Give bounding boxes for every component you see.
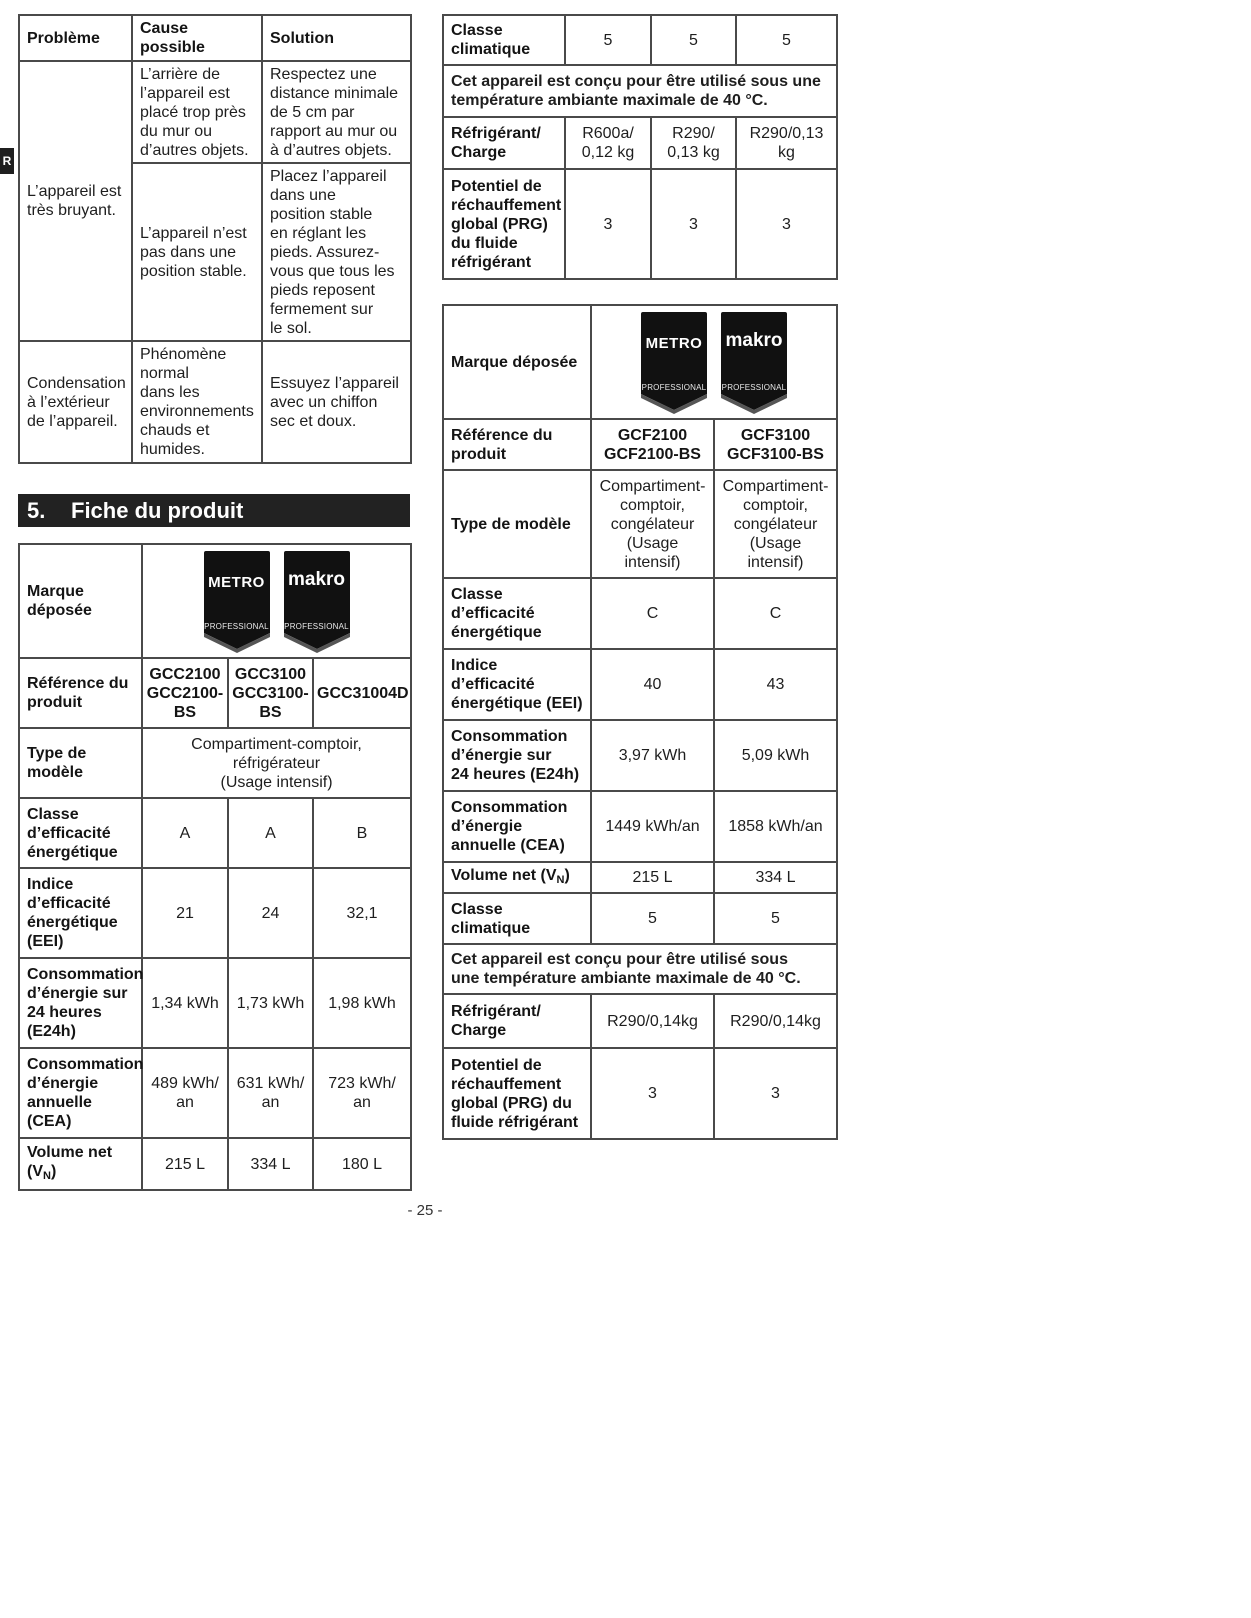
cause-wall-distance: L’arrière de l’appareil est placé trop près du mur ou d’autres objets. [132,61,262,163]
freezer-e24-2: 5,09 kWh [714,720,837,791]
freezer-eei-label: Indice d’efficacité énergétique (EEI) [443,649,591,720]
fridge-volume-1: 215 L [142,1138,228,1190]
freezer-class-2: C [714,578,837,649]
fridge-eei-label: Indice d’efficacité énergétique (EEI) [19,868,142,958]
freezer-refrigerant-label: Réfrigérant/ Charge [443,994,591,1048]
freezer-climate-2: 5 [714,893,837,944]
section-number: 5. [27,498,46,523]
fridge-class-3: B [313,798,411,868]
problem-noise: L’appareil est très bruyant. [19,61,132,341]
header-cause: Cause possible [132,15,262,61]
solution-unstable: Placez l’appareil dans une position stable en réglant les pieds. Assurez- vous que tous les pieds reposent fermement sur le sol. [262,163,411,341]
cause-unstable: L’appareil n’est pas dans une position stable. [132,163,262,341]
freezer-gwp-label: Potentiel de réchauffement global (PRG) du fluide réfrigérant [443,1048,591,1139]
freezer-type-1: Compartiment- comptoir, congélateur (Usage intensif) [591,470,714,578]
fridge-climate-1: 5 [565,15,651,65]
fridge-product-table [18,543,412,1191]
freezer-class-label: Classe d’efficacité énergétique [443,578,591,649]
fridge-class-2: A [228,798,313,868]
fridge-brand-label: Marque déposée [19,544,142,658]
section-title [18,494,410,527]
freezer-climate-label: Classe climatique [443,893,591,944]
solution-condensation: Essuyez l’appareil avec un chiffon sec et doux. [262,341,411,463]
freezer-refrigerant-2: R290/0,14kg [714,994,837,1048]
problem-condensation: Condensation à l’extérieur de l’appareil. [19,341,132,463]
freezer-class-1: C [591,578,714,649]
metro-logo: METRO PROFESSIONAL [202,549,272,653]
fridge-e24-2: 1,73 kWh [228,958,313,1048]
metro-logo: METRO PROFESSIONAL [639,310,709,414]
header-solution: Solution [262,15,411,61]
freezer-cea-1: 1449 kWh/an [591,791,714,862]
fridge-volume-2: 334 L [228,1138,313,1190]
fridge-gwp-label: Potentiel de réchauffement global (PRG) du fluide réfrigérant [443,169,565,279]
freezer-brand-label: Marque déposée [443,305,591,419]
fridge-refrigerant-2: R290/ 0,13 kg [651,117,736,169]
freezer-type-2: Compartiment- comptoir, congélateur (Usage intensif) [714,470,837,578]
fridge-volume-label: Volume net $(V_N)$ [19,1138,142,1190]
freezer-refrigerant-1: R290/0,14kg [591,994,714,1048]
fridge-brand-logos [142,544,411,658]
freezer-eei-2: 43 [714,649,837,720]
fridge-refrigerant-3: R290/0,13 kg [736,117,837,169]
fridge-cea-1: 489 kWh/ an [142,1048,228,1138]
freezer-volume-label: Volume net $(V_N)$ [443,862,591,893]
freezer-gwp-2: 3 [714,1048,837,1139]
makro-logo: makro PROFESSIONAL [282,549,352,653]
fridge-e24-label: Consommation d’énergie sur 24 heures (E24h) [19,958,142,1048]
fridge-ref-3: GCC31004D [313,658,411,728]
fridge-climate-3: 5 [736,15,837,65]
fridge-continued-table [442,14,838,280]
troubleshooting-table [18,14,412,464]
fridge-climate-2: 5 [651,15,736,65]
freezer-type-label: Type de modèle [443,470,591,578]
header-problem: Problème [19,15,132,61]
fridge-cea-label: Consommation d’énergie annuelle (CEA) [19,1048,142,1138]
fridge-gwp-1: 3 [565,169,651,279]
fridge-eei-3: 32,1 [313,868,411,958]
fridge-ref-1: GCC2100 GCC2100- BS [142,658,228,728]
fridge-type-value: Compartiment-comptoir, réfrigérateur (Usage intensif) [142,728,411,798]
freezer-product-table [442,304,838,1140]
fridge-volume-3: 180 L [313,1138,411,1190]
fridge-gwp-3: 3 [736,169,837,279]
fridge-class-label: Classe d’efficacité énergétique [19,798,142,868]
fridge-ref-2: GCC3100 GCC3100- BS [228,658,313,728]
solution-wall-distance: Respectez une distance minimale de 5 cm par rapport au mur ou à d’autres objets. [262,61,411,163]
fridge-refrigerant-label: Réfrigérant/ Charge [443,117,565,169]
freezer-ref-2: GCF3100 GCF3100-BS [714,419,837,470]
fridge-climate-label: Classe climatique [443,15,565,65]
freezer-climate-1: 5 [591,893,714,944]
freezer-cea-2: 1858 kWh/an [714,791,837,862]
fridge-ref-label: Référence du produit [19,658,142,728]
freezer-ambient-note: Cet appareil est conçu pour être utilisé sous une température ambiante maximale de 40 °C. [443,944,837,994]
fridge-class-1: A [142,798,228,868]
fridge-eei-1: 21 [142,868,228,958]
freezer-volume-2: 334 L [714,862,837,893]
fridge-cea-2: 631 kWh/ an [228,1048,313,1138]
freezer-cea-label: Consommation d’énergie annuelle (CEA) [443,791,591,862]
cause-condensation: Phénomène normal dans les environnements chauds et humides. [132,341,262,463]
fridge-e24-3: 1,98 kWh [313,958,411,1048]
freezer-ref-label: Référence du produit [443,419,591,470]
fridge-ambient-note: Cet appareil est conçu pour être utilisé sous une température ambiante maximale de 40 °C. [443,65,837,117]
freezer-e24-1: 3,97 kWh [591,720,714,791]
section-title-text: Fiche du produit [71,498,244,523]
fridge-cea-3: 723 kWh/ an [313,1048,411,1138]
fridge-refrigerant-1: R600a/ 0,12 kg [565,117,651,169]
page-number: - 25 - [407,1202,443,1219]
side-language-tab: R [0,148,14,174]
fridge-e24-1: 1,34 kWh [142,958,228,1048]
fridge-gwp-2: 3 [651,169,736,279]
freezer-volume-1: 215 L [591,862,714,893]
freezer-e24-label: Consommation d’énergie sur 24 heures (E24h) [443,720,591,791]
freezer-ref-1: GCF2100 GCF2100-BS [591,419,714,470]
fridge-eei-2: 24 [228,868,313,958]
fridge-type-label: Type de modèle [19,728,142,798]
freezer-brand-logos [591,305,837,419]
freezer-eei-1: 40 [591,649,714,720]
freezer-gwp-1: 3 [591,1048,714,1139]
makro-logo: makro PROFESSIONAL [719,310,789,414]
